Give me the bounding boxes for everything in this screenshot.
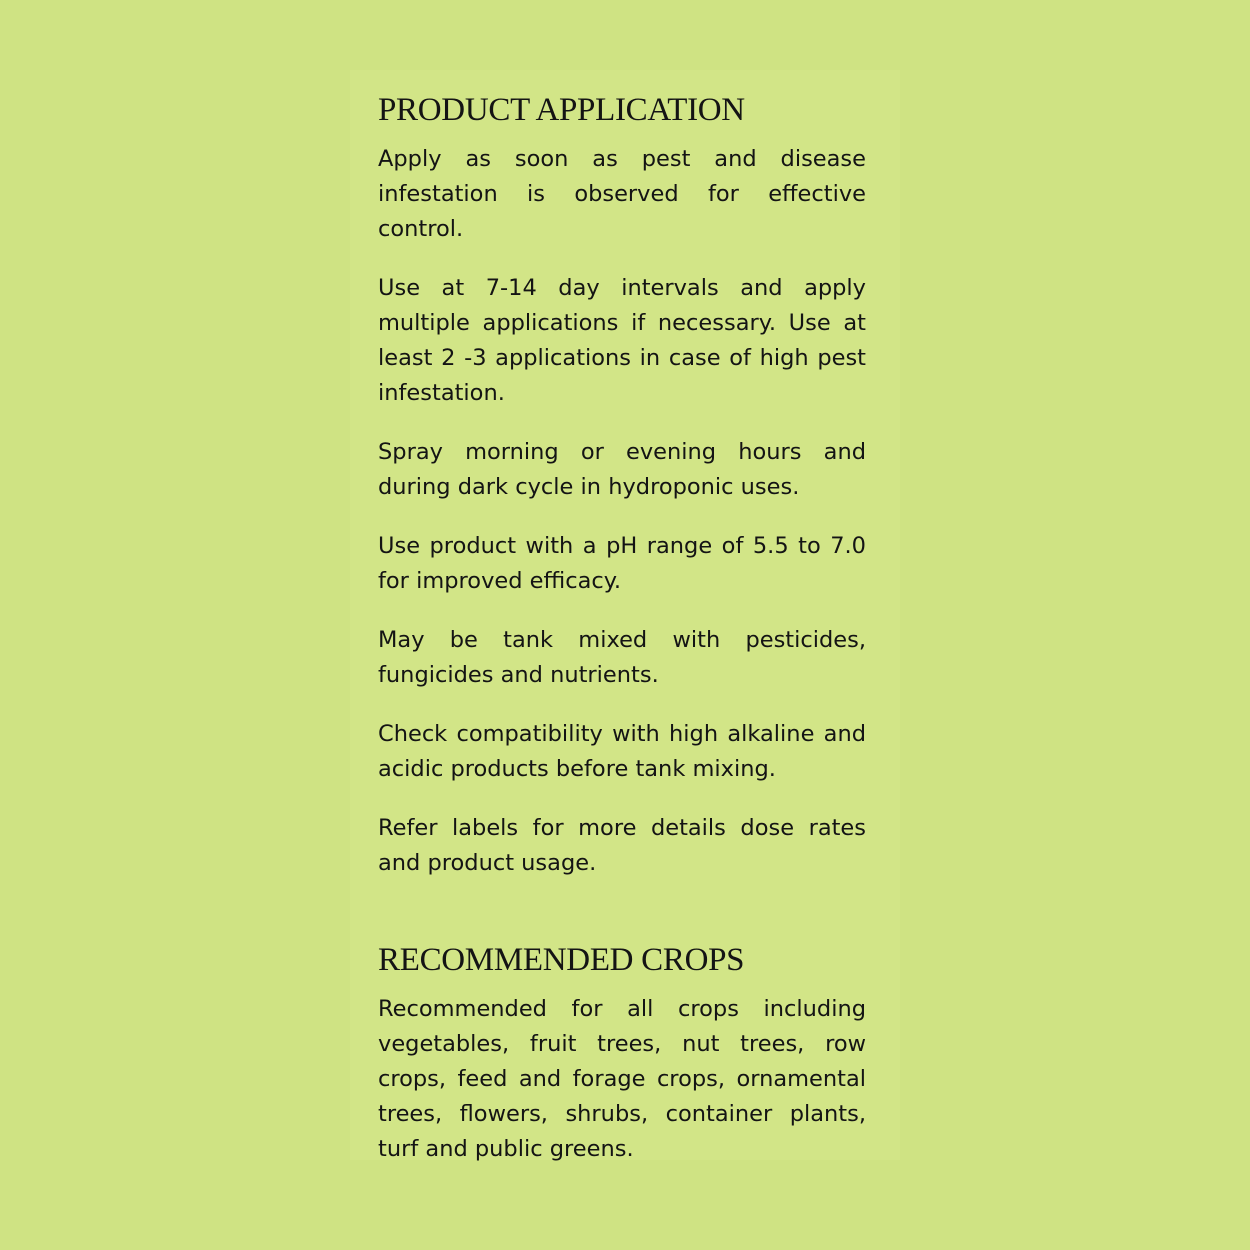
document-body [378,88,866,1191]
paragraph: Apply as soon as pest and disease infestation is observed for effective control. [378,146,866,242]
recommended-crops-section [378,938,866,1167]
section-heading: PRODUCT APPLICATION [378,92,745,128]
paragraph: Use at 7-14 day intervals and apply multiple applications if necessary. Use at least 2 -3 applications in case of high pest infestation. [378,275,866,406]
paragraph: May be tank mixed with pesticides, fungicides and nutrients. [378,627,866,688]
product-application-section [378,88,866,881]
paragraph: Spray morning or evening hours and during dark cycle in hydroponic uses. [378,439,866,500]
section-heading: RECOMMENDED CROPS [378,942,745,978]
paragraph: Check compatibility with high alkaline and acidic products before tank mixing. [378,721,866,782]
paragraph: Refer labels for more details dose rates and product usage. [378,815,866,876]
paragraph: Recommended for all crops including vegetables, fruit trees, nut trees, row crops, feed and forage crops, ornamental trees, flowers, shrubs, container plants, turf and public greens. [378,996,866,1162]
paragraph: Use product with a pH range of 5.5 to 7.0 for improved efficacy. [378,533,866,594]
